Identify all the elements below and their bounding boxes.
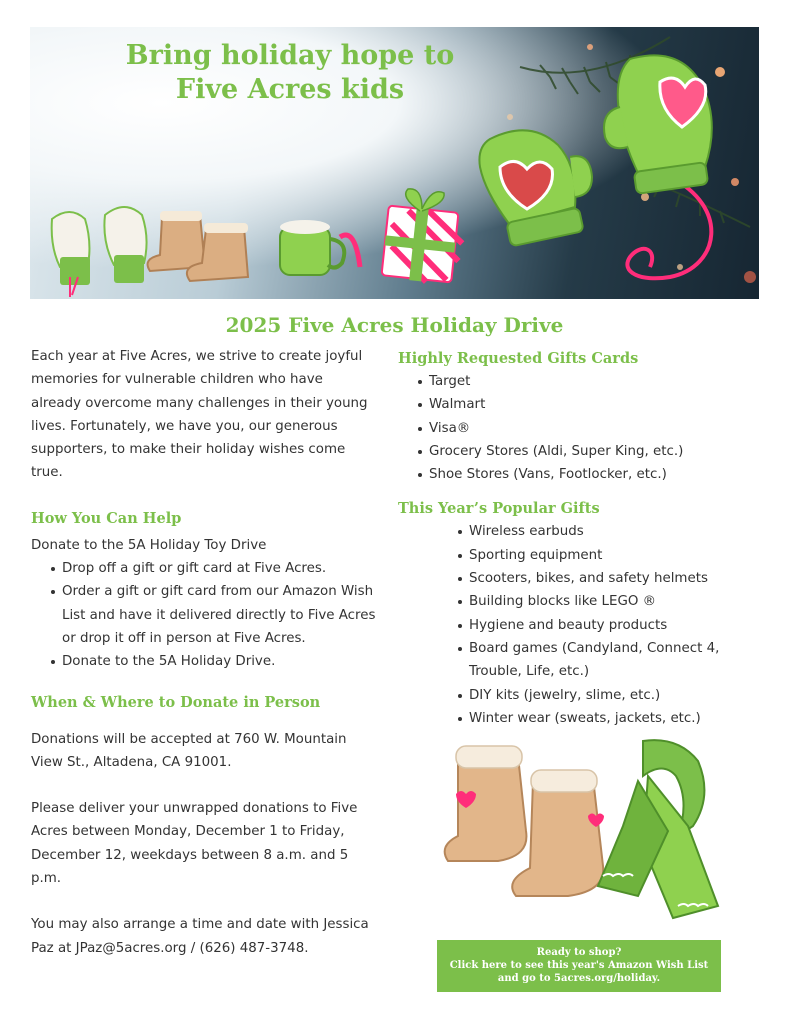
page-title: 2025 Five Acres Holiday Drive [225,313,564,337]
right-column [398,348,748,730]
list-item: Donate to the 5A Holiday Drive. [41,650,376,673]
banner-title [110,39,470,107]
small-mittens-icon [52,207,147,297]
donate-contact: You may also arrange a time and date with Jessica Paz at JPaz@5acres.org / (626) 487-3748. [31,917,369,956]
donate-in-person-heading: When & Where to Donate in Person [31,693,321,711]
donate-dates: Please deliver your unwrapped donations to Five Acres between Monday, December 1 to Friday, December 12, weekdays between 8 a.m. and 5 p.m. [31,801,358,887]
amazon-wish-list-button[interactable] [437,940,721,992]
green-scarf-icon [598,740,718,918]
list-item: Order a gift or gift card from our Amazon Wish List and have it delivered directly to Five Acres or drop it off in person at Five Acres. [41,580,376,650]
list-item: Board games (Candyland, Connect 4, Trouble, Life, etc.) [448,637,748,684]
cta-line3: and go to 5acres.org/holiday. [497,973,661,984]
list-item: Walmart [408,393,748,416]
list-item: Scooters, bikes, and safety helmets [448,567,748,590]
list-item: DIY kits (jewelry, slime, etc.) [448,684,748,707]
hero-banner [30,27,759,299]
list-item: Winter wear (sweats, jackets, etc.) [448,707,748,730]
how-to-help-heading: How You Can Help [31,509,182,527]
list-item: Grocery Stores (Aldi, Super King, etc.) [408,440,748,463]
cta-line1: Ready to shop? [536,947,622,958]
list-item: Sporting equipment [448,544,748,567]
cta-line2: Click here to see this year's Amazon Wish List [449,960,709,971]
gift-cards-list [408,370,748,486]
list-item: Visa® [408,417,748,440]
intro-paragraph: Each year at Five Acres, we strive to create joyful memories for vulnerable children who have already overcome many challenges in their young lives. Fortunately, we have you, our generous supporters, to make their holiday wishes come true. [31,349,368,481]
hot-cocoa-mug-icon [280,220,360,275]
popular-gifts-list [448,520,748,730]
popular-gifts-heading: This Year’s Popular Gifts [398,500,600,518]
list-item: Hygiene and beauty products [448,614,748,637]
donate-address: Donations will be accepted at 760 W. Mountain View St., Altadena, CA 91001. [31,731,347,770]
banner-title-line1: Bring holiday hope to [125,40,455,71]
list-item: Shoe Stores (Vans, Footlocker, etc.) [408,463,748,486]
how-to-help-list [41,557,376,673]
banner-title-line2: Five Acres kids [175,74,405,105]
list-item: Building blocks like LEGO ® [448,590,748,613]
list-item: Target [408,370,748,393]
boots-and-scarf-illustration [438,736,728,926]
list-item: Drop off a gift or gift card at Five Acres. [41,557,376,580]
left-column [31,345,376,960]
green-mitten-icon [604,55,712,194]
gift-cards-heading: Highly Requested Gifts Cards [398,350,639,367]
boots-icon [148,211,248,281]
gift-box-icon [382,189,466,285]
list-item: Wireless earbuds [448,520,748,543]
how-to-help-lead: Donate to the 5A Holiday Toy Drive [31,537,267,553]
boots-icon [445,746,604,896]
green-mitten-photo-icon [479,130,592,246]
